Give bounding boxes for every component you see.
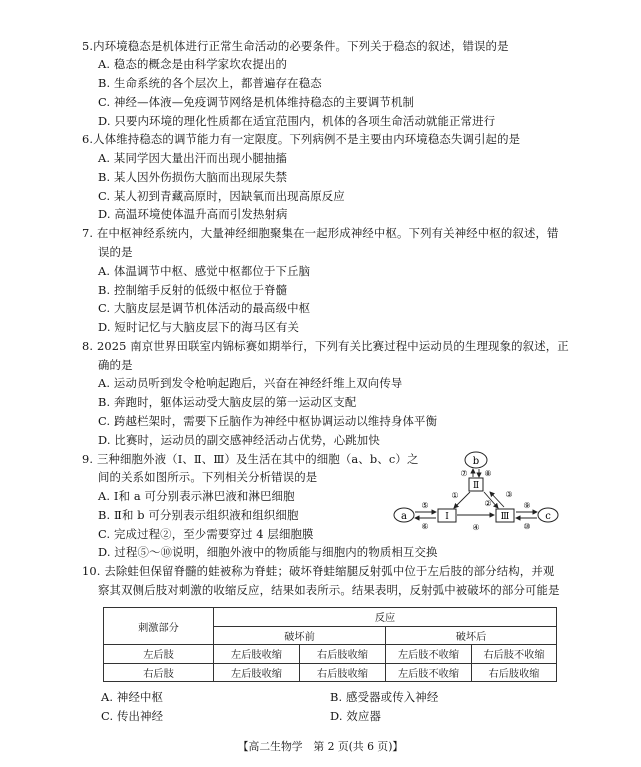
label-8: ⑧ [484, 469, 492, 478]
q5-option-c: C. 神经—体液—免疫调节网络是机体维持稳态的主要调节机制 [98, 95, 415, 109]
q5-stem: 5.内环境稳态是机体进行正常生命活动的必要条件。下列关于稳态的叙述，错误的是 [82, 39, 509, 53]
q8-stem: 8. 2025 南京世界田联室内锦标赛如期举行，下列有关比赛过程中运动员的生理现象的叙述，正 [82, 339, 569, 353]
q6-option-b: B. 某人因外伤损伤大脑而出现尿失禁 [98, 170, 288, 184]
cell: 右后肢收缩 [300, 645, 386, 664]
q10-stem-cont: 察其双侧后肢对刺激的收缩反应，结果如表所示。结果表明，反射弧中被破坏的部分可能是 [98, 583, 560, 597]
cell: 左后肢收缩 [214, 645, 300, 664]
row-part: 右后肢 [104, 663, 214, 682]
header-after: 破坏后 [386, 626, 557, 645]
label-3: ③ [505, 490, 513, 499]
label-10: ⑩ [523, 522, 531, 531]
label-7: ⑦ [460, 469, 468, 478]
table-row [104, 645, 557, 664]
q10-option-d: D. 效应器 [330, 709, 382, 723]
header-before: 破坏前 [214, 626, 386, 645]
q7-stem: 7. 在中枢神经系统内，大量神经细胞聚集在一起形成神经中枢。下列有关神经中枢的叙述，错 [82, 226, 559, 240]
header-stimulus: 刺激部分 [104, 608, 214, 645]
label-9: ⑨ [523, 501, 531, 510]
label-1: ① [451, 491, 459, 500]
q6-option-a: A. 某同学因大量出汗而出现小腿抽搐 [98, 151, 288, 165]
q9-stem-cont: 间的关系如图所示。下列相关分析错误的是 [98, 470, 318, 484]
q10-stem: 10. 去除蛙但保留脊髓的蛙被称为脊蛙；破坏脊蛙缩腿反射弧中位于左后肢的部分结构，并观 [82, 564, 555, 578]
q8-stem-cont: 确的是 [98, 358, 133, 372]
label-6: ⑥ [421, 522, 429, 531]
q9-option-d: D. 过程⑤～⑩说明，细胞外液中的物质能与细胞内的物质相互交换 [98, 545, 438, 559]
q10-option-a: A. 神经中枢 [101, 690, 164, 704]
q5-option-b: B. 生命系统的各个层次上，都普遍存在稳态 [98, 76, 322, 90]
q8-option-d: D. 比赛时，运动员的副交感神经活动占优势，心跳加快 [98, 433, 380, 447]
cell: 左后肢不收缩 [386, 645, 472, 664]
q7-option-a: A. 体温调节中枢、感觉中枢都位于下丘脑 [98, 264, 311, 278]
page-footer: 【高二生物学 第 2 页(共 6 页)】 [237, 740, 404, 753]
q7-option-c: C. 大脑皮层是调节机体活动的最高级中枢 [98, 301, 311, 315]
label-2: ② [484, 499, 492, 508]
body-fluid-diagram [392, 450, 562, 550]
cell-a-label: a [401, 511, 407, 522]
q8-option-a: A. 运动员听到发令枪响起跑后，兴奋在神经纤维上双向传导 [98, 376, 403, 390]
cell: 右后肢不收缩 [472, 645, 557, 664]
stimulus-response-table [103, 607, 557, 682]
fluid-III-label: Ⅲ [500, 512, 510, 522]
cell-c-label: c [545, 511, 551, 522]
q8-option-b: B. 奔跑时，躯体运动受大脑皮层的第一运动区支配 [98, 395, 357, 409]
fluid-I-label: Ⅰ [445, 512, 449, 522]
q6-stem: 6.人体维持稳态的调节能力有一定限度。下列病例不是主要由内环境稳态失调引起的是 [82, 132, 521, 146]
q6-option-c: C. 某人初到青藏高原时，因缺氧而出现高原反应 [98, 189, 345, 203]
q10-option-c: C. 传出神经 [101, 709, 164, 723]
cell: 右后肢收缩 [472, 663, 557, 682]
label-5: ⑤ [421, 501, 429, 510]
q7-option-b: B. 控制缩手反射的低级中枢位于脊髓 [98, 283, 288, 297]
table-header-row [104, 608, 557, 627]
label-4: ④ [472, 523, 480, 532]
header-response: 反应 [214, 608, 557, 627]
cell-b-label: b [472, 456, 480, 467]
cell: 左后肢收缩 [214, 663, 300, 682]
q5-option-a: A. 稳态的概念是由科学家坎农提出的 [98, 57, 288, 71]
q10-option-b: B. 感受器或传入神经 [330, 690, 439, 704]
q5-option-d: D. 只要内环境的理化性质都在适宜范围内，机体的各项生命活动就能正常进行 [98, 114, 496, 128]
table-row [104, 663, 557, 682]
q6-option-d: D. 高温环境使体温升高而引发热射病 [98, 207, 288, 221]
q9-stem: 9. 三种细胞外液（Ⅰ、Ⅱ、Ⅲ）及生活在其中的细胞（a、b、c）之 [82, 452, 419, 466]
q9-option-b: B. Ⅱ和 b 可分别表示组织液和组织细胞 [98, 508, 299, 522]
q7-stem-cont: 误的是 [98, 245, 133, 259]
cell: 右后肢收缩 [300, 663, 386, 682]
row-part: 左后肢 [104, 645, 214, 664]
cell: 左后肢不收缩 [386, 663, 472, 682]
fluid-II-label: Ⅱ [472, 481, 480, 491]
q8-option-c: C. 跨越栏架时，需要下丘脑作为神经中枢协调运动以维持身体平衡 [98, 414, 438, 428]
q9-option-a: A. Ⅰ和 a 可分别表示淋巴液和淋巴细胞 [98, 489, 295, 503]
q7-option-d: D. 短时记忆与大脑皮层下的海马区有关 [98, 320, 300, 334]
q9-option-c: C. 完成过程②，至少需要穿过 4 层细胞膜 [98, 527, 314, 541]
